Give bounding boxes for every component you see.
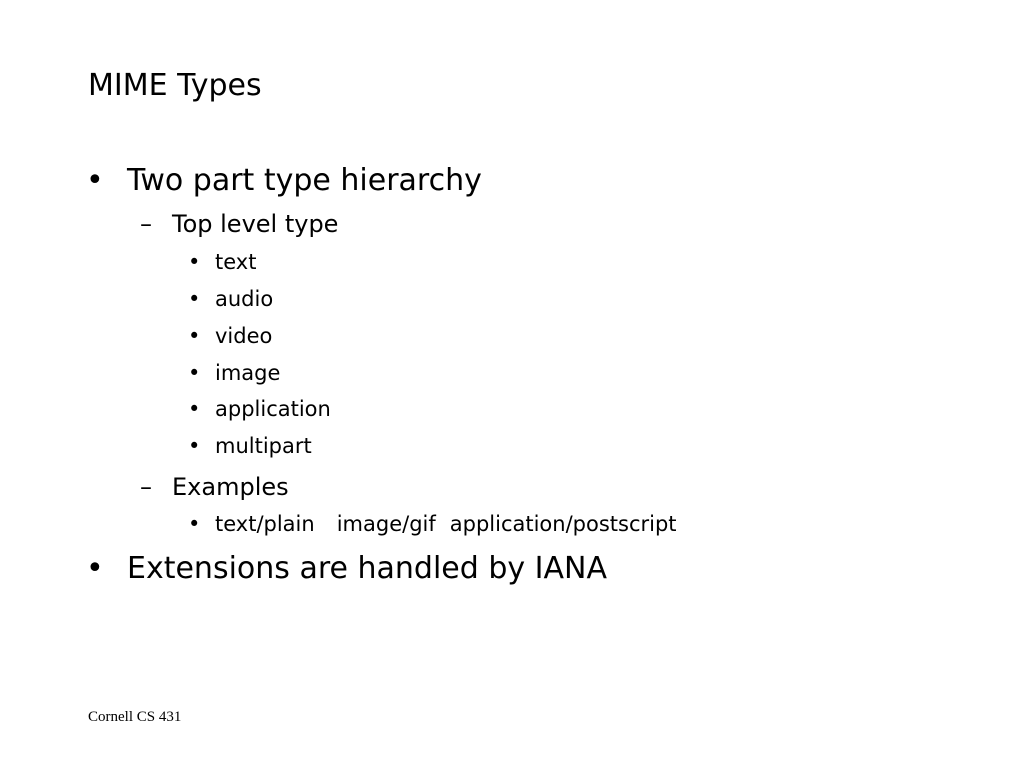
list-item-text: text xyxy=(215,250,257,274)
examples-text xyxy=(215,511,677,537)
list-item-text: audio xyxy=(215,287,274,311)
slide-title: MIME Types xyxy=(88,68,262,103)
example-mime-type: image/gif xyxy=(336,512,436,536)
slide-footer: Cornell CS 431 xyxy=(88,709,182,725)
sub-bullet-text: Examples xyxy=(172,473,289,501)
bullet-marker: • xyxy=(188,361,201,385)
bullet-marker: • xyxy=(188,250,201,274)
dash-marker: – xyxy=(140,473,152,501)
sub-bullet-text: Top level type xyxy=(172,210,339,238)
list-item-text: video xyxy=(215,324,273,348)
list-item-text: application xyxy=(215,397,331,421)
bullet-marker: • xyxy=(188,434,201,458)
bullet-marker: • xyxy=(188,512,201,536)
bullet-marker: • xyxy=(188,287,201,311)
bullet-text: Two part type hierarchy xyxy=(127,163,482,198)
bullet-text: Extensions are handled by IANA xyxy=(127,551,607,586)
example-mime-type: application/postscript xyxy=(449,512,677,536)
list-item-text: multipart xyxy=(215,434,312,458)
example-mime-type: text/plain xyxy=(215,512,315,536)
bullet-marker: • xyxy=(86,551,104,586)
bullet-marker: • xyxy=(188,324,201,348)
bullet-marker: • xyxy=(86,163,104,198)
list-item-text: image xyxy=(215,361,281,385)
bullet-marker: • xyxy=(188,397,201,421)
dash-marker: – xyxy=(140,210,152,238)
